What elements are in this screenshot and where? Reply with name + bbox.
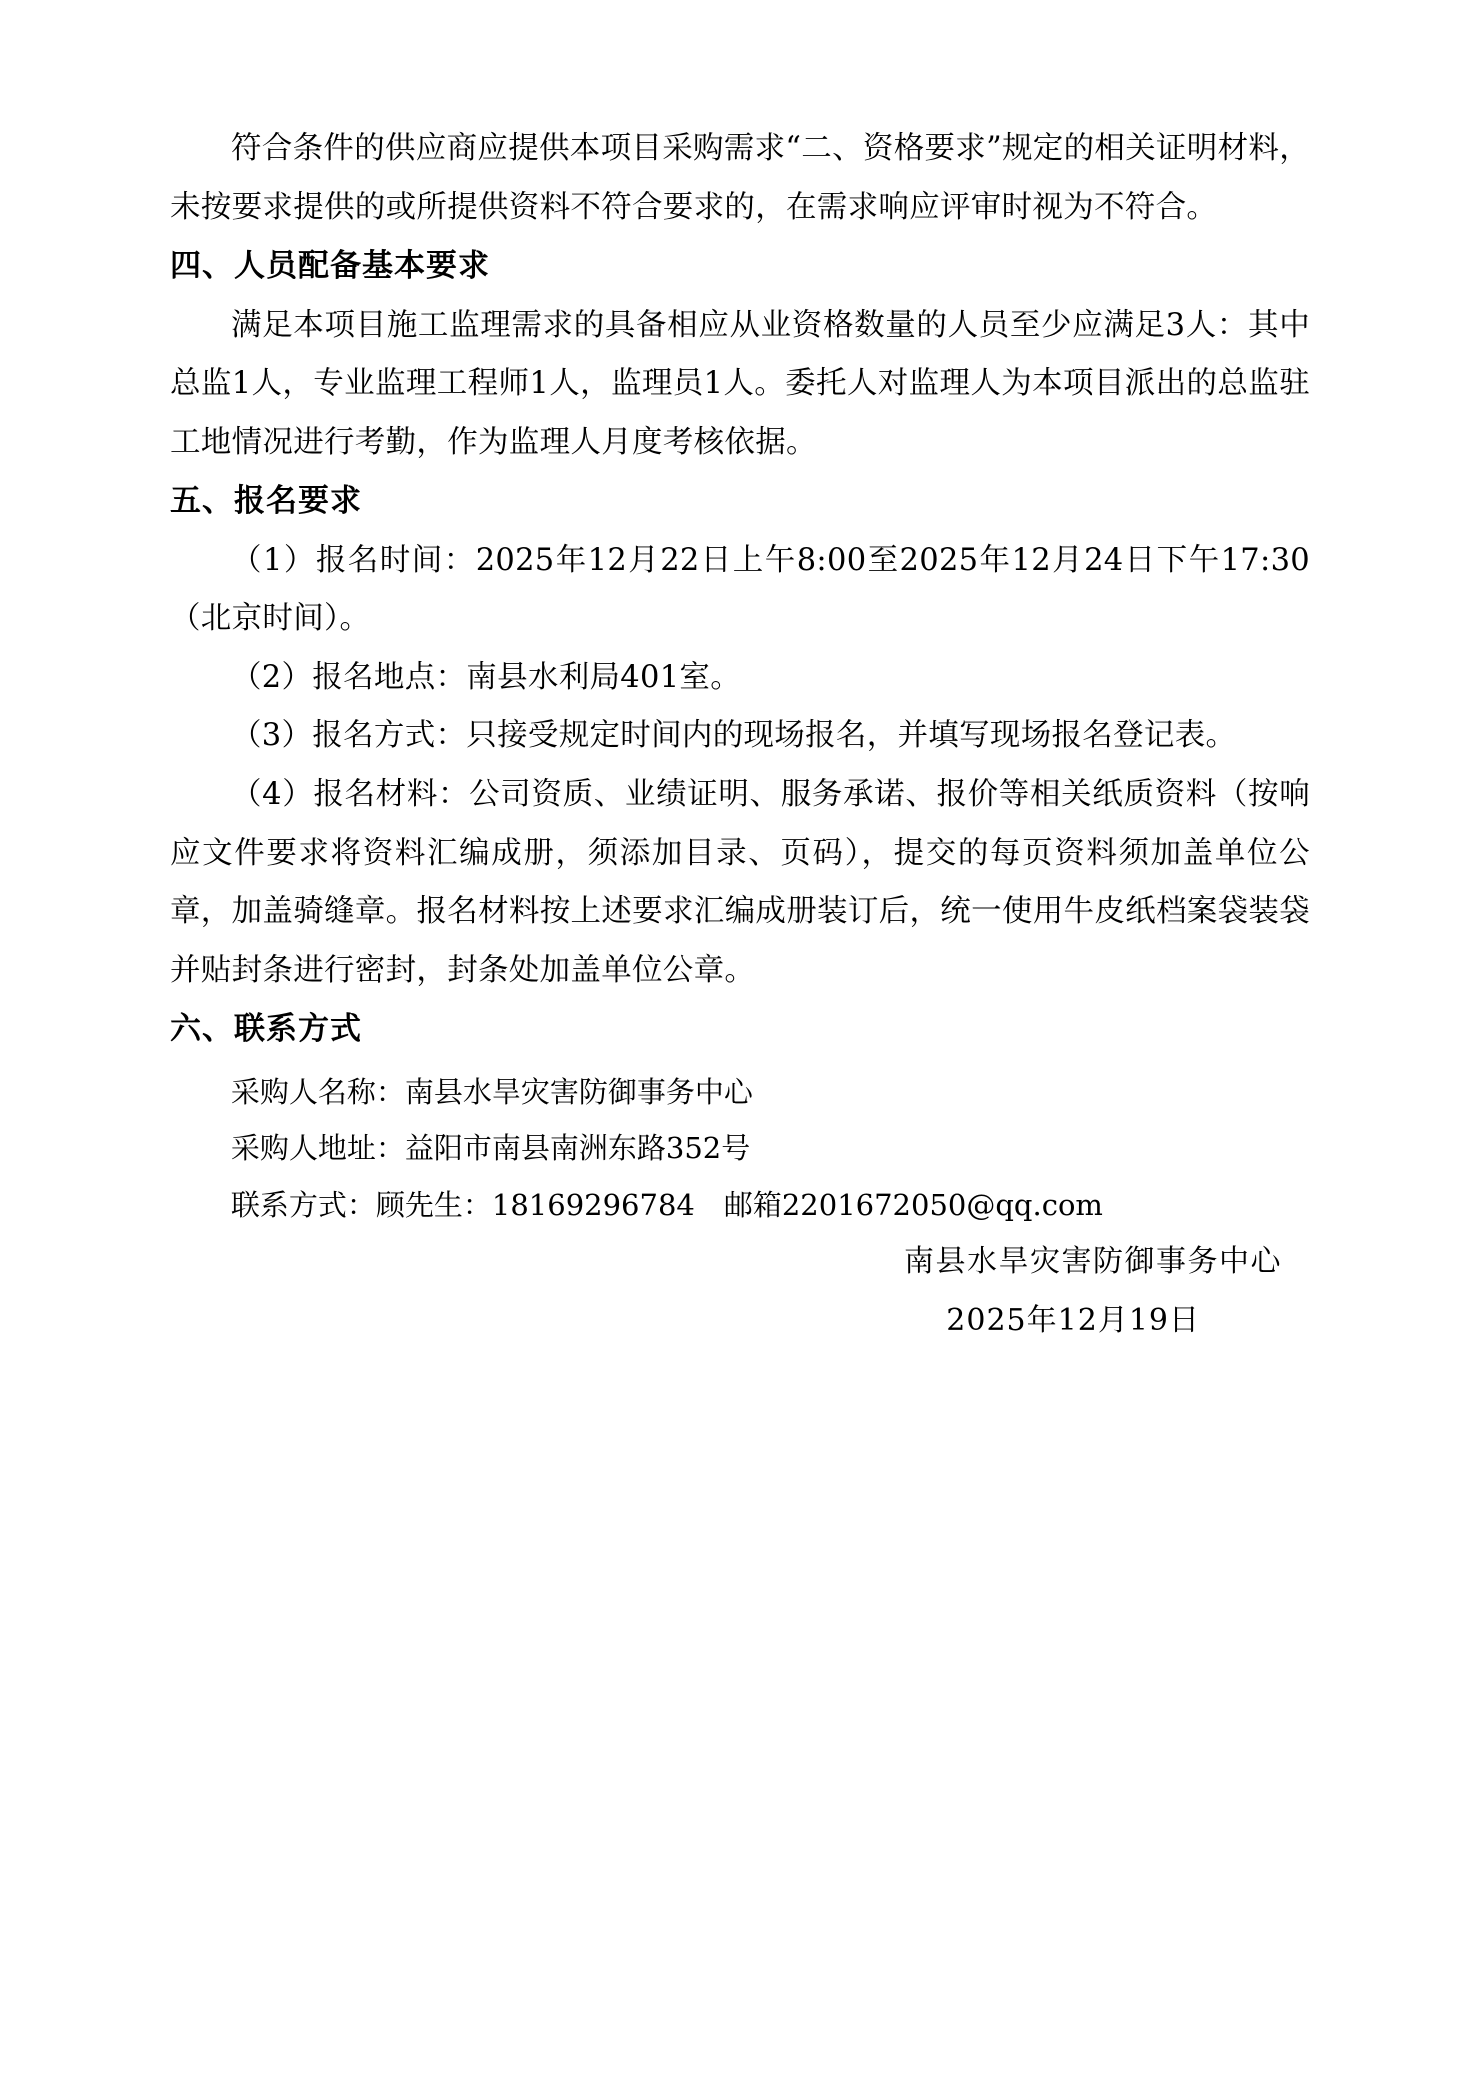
signature-date: 2025年12月19日 (946, 1302, 1200, 1338)
paragraph-registration-place: （2）报名地点：南县水利局401室。 (231, 659, 742, 695)
paragraph-registration-materials: （4）报名材料：公司资质、业绩证明、服务承诺、报价等相关纸质资料（按响应文件要求将资料汇编成册，须添加目录、页码），提交的每页资料须加盖单位公章，加盖骑缝章。报名材料按上述要求汇编成册装订后，统一使用牛皮纸档案袋装袋并贴封条进行密封，封条处加盖单位公章。 (170, 776, 1310, 988)
paragraph-registration-time: （1）报名时间：2025年12月22日上午8:00至2025年12月24日下午17:30（北京时间）。 (170, 542, 1310, 637)
contact-purchaser-address: 采购人地址：益阳市南县南洲东路352号 (230, 1131, 751, 1166)
signature-organization: 南县水旱灾害防御事务中心 (904, 1244, 1282, 1280)
heading-section-four: 四、人员配备基本要求 (170, 248, 490, 285)
paragraph-section-four-body: 满足本项目施工监理需求的具备相应从业资格数量的人员至少应满足3人：其中总监1人，专业监理工程师1人，监理员1人。委托人对监理人为本项目派出的总监驻工地情况进行考勤，作为监理人月度考核依据。 (170, 307, 1310, 460)
contact-block (170, 1064, 1310, 1234)
contact-purchaser-name: 采购人名称：南县水旱灾害防御事务中心 (230, 1074, 753, 1109)
heading-section-five: 五、报名要求 (170, 483, 362, 520)
paragraph-qualification-note: 符合条件的供应商应提供本项目采购需求“二、资格要求”规定的相关证明材料，未按要求提供的或所提供资料不符合要求的，在需求响应评审时视为不符合。 (170, 131, 1310, 225)
heading-section-six: 六、联系方式 (170, 1011, 362, 1048)
contact-phone-email: 联系方式：顾先生：18169296784 邮箱2201672050@qq.com (230, 1187, 1103, 1222)
paragraph-registration-method: （3）报名方式：只接受规定时间内的现场报名，并填写现场报名登记表。 (231, 718, 1237, 754)
